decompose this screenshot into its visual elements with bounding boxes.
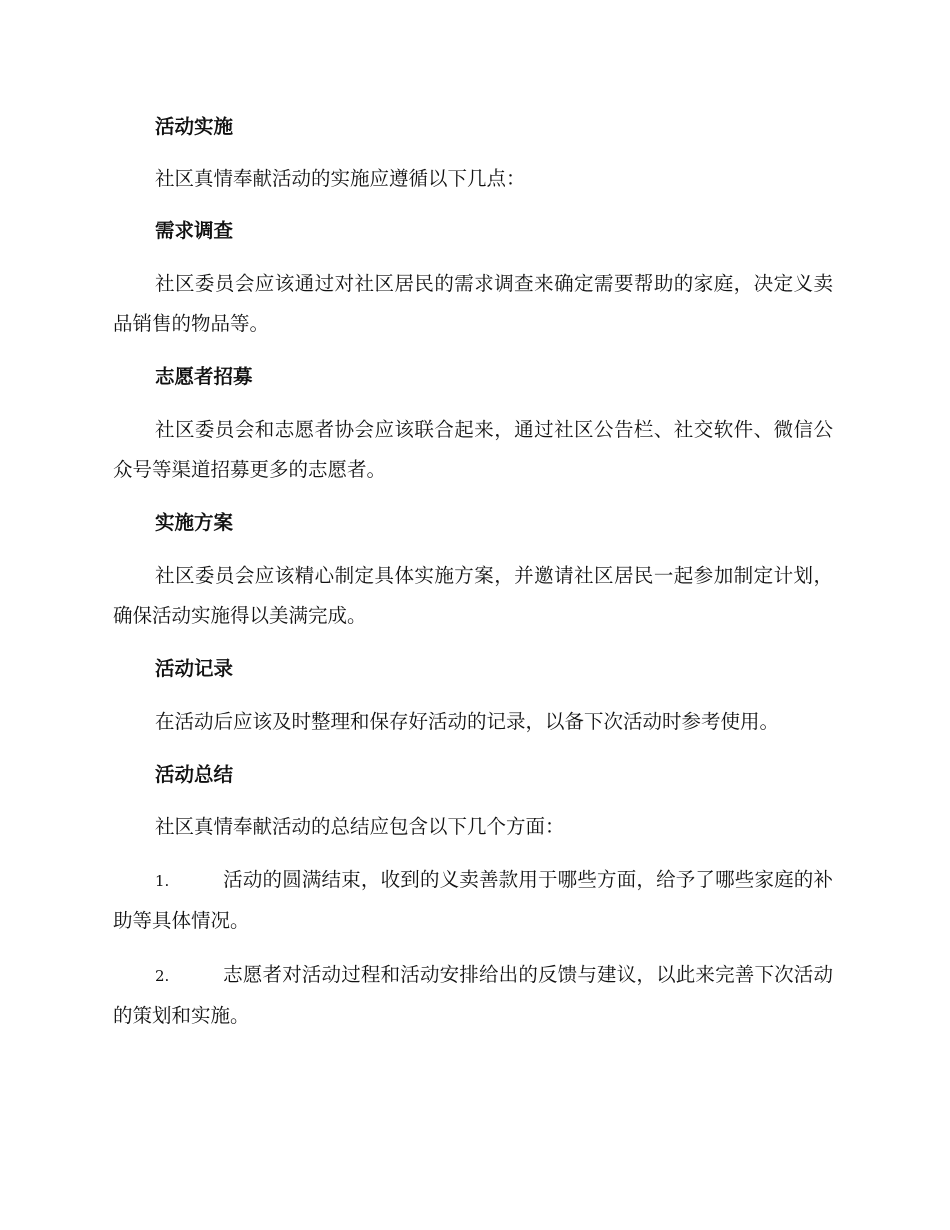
list-item-text: 志愿者对活动过程和活动安排给出的反馈与建议，以此来完善下次活动的策划和实施。 (113, 963, 833, 1027)
heading-activity-record: 活动记录 (155, 657, 234, 680)
paragraph-activity-record: 在活动后应该及时整理和保存好活动的记录，以备下次活动时参考使用。 (155, 710, 780, 733)
paragraph-implementation-plan: 社区委员会应该精心制定具体实施方案，并邀请社区居民一起参加制定计划，确保活动实施得以美满完成。 (113, 564, 833, 627)
paragraph-volunteer-recruitment: 社区委员会和志愿者协会应该联合起来，通过社区公告栏、社交软件、微信公众号等渠道招募更多的志愿者。 (113, 418, 833, 481)
paragraph-implementation-intro: 社区真情奉献活动的实施应遵循以下几点： (155, 167, 526, 190)
heading-needs-survey: 需求调查 (155, 219, 234, 242)
heading-implementation-plan: 实施方案 (155, 511, 234, 534)
list-item (113, 955, 833, 1036)
paragraph-needs-survey: 社区委员会应该通过对社区居民的需求调查来确定需要帮助的家庭，决定义卖品销售的物品等。 (113, 272, 833, 335)
list-number: 1. (155, 872, 170, 890)
list-item-text: 活动的圆满结束，收到的义卖善款用于哪些方面，给予了哪些家庭的补助等具体情况。 (113, 868, 833, 932)
heading-activity-summary: 活动总结 (155, 763, 234, 786)
list-number: 2. (155, 967, 170, 985)
heading-volunteer-recruitment: 志愿者招募 (155, 365, 253, 388)
document-body (113, 108, 833, 1050)
heading-activity-implementation: 活动实施 (155, 115, 234, 138)
paragraph-summary-intro: 社区真情奉献活动的总结应包含以下几个方面： (155, 815, 565, 838)
list-item (113, 860, 833, 941)
